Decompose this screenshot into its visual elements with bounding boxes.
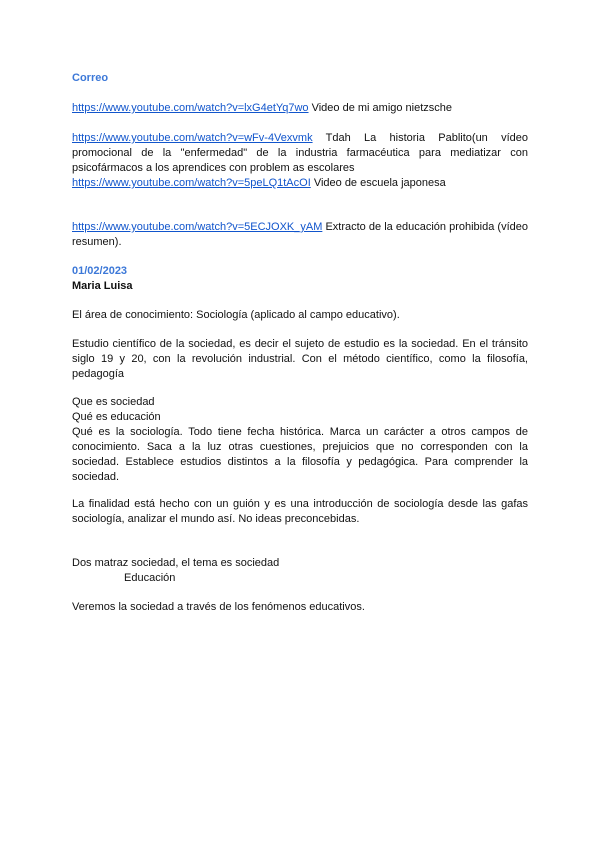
link-item-1 (72, 101, 528, 116)
question-educacion: Qué es educación (72, 411, 161, 423)
paragraph-area: El área de conocimiento: Sociología (aplicado al campo educativo). (72, 309, 400, 321)
link-description-2: Tdah La historia Pablito(un vídeo promocional de la "enfermedad" de la industria farmacéutica para mediatizar con psicofármacos a los aprendices con problem as escolares (72, 132, 528, 174)
paragraph-sociologia: Qué es la sociología. Todo tiene fecha histórica. Marca un carácter a otros campos de conocimiento. Saca a la luz otras cuestiones, prejuicios que no corresponden con la sociedad. Establece estudios distintos a la filosofía y pedagógica. Para comprender la sociedad. (72, 426, 528, 483)
link-item-3 (72, 176, 528, 191)
paragraph-educacion-indent: Educación (124, 572, 176, 584)
paragraph-estudio: Estudio científico de la sociedad, es decir el sujeto de estudio es la sociedad. En el tránsito siglo 19 y 20, con la revolución industrial. Con el método científico, como la filosofía, pedagogía (72, 338, 528, 380)
link-item-4 (72, 220, 528, 250)
link-description-4: Extracto de la educación prohibida (vídeo resumen). (72, 221, 528, 248)
link-description-1: Video de mi amigo nietzsche (308, 102, 453, 114)
paragraph-finalidad: La finalidad está hecho con un guión y es una introducción de sociología desde las gafas sociología, analizar el mundo así. No ideas preconcebidas. (72, 498, 528, 525)
paragraph-matraz: Dos matraz sociedad, el tema es sociedad (72, 557, 280, 569)
youtube-link-4[interactable]: https://www.youtube.com/watch?v=5ECJOXK_yAM (72, 221, 323, 233)
link-description-3: Video de escuela japonesa (310, 177, 446, 189)
link-item-2 (72, 131, 528, 176)
paragraph-veremos: Veremos la sociedad a través de los fenómenos educativos. (72, 601, 365, 613)
youtube-link-1[interactable]: https://www.youtube.com/watch?v=lxG4etYq7wo (72, 102, 309, 114)
youtube-link-3[interactable]: https://www.youtube.com/watch?v=5peLQ1tAcOI (72, 177, 311, 189)
teacher-name: Maria Luisa (72, 280, 133, 292)
session-date: 01/02/2023 (72, 265, 128, 277)
youtube-link-2[interactable]: https://www.youtube.com/watch?v=wFv-4Vexvmk (72, 132, 313, 144)
correo-heading: Correo (72, 72, 109, 84)
question-sociedad: Que es sociedad (72, 396, 155, 408)
